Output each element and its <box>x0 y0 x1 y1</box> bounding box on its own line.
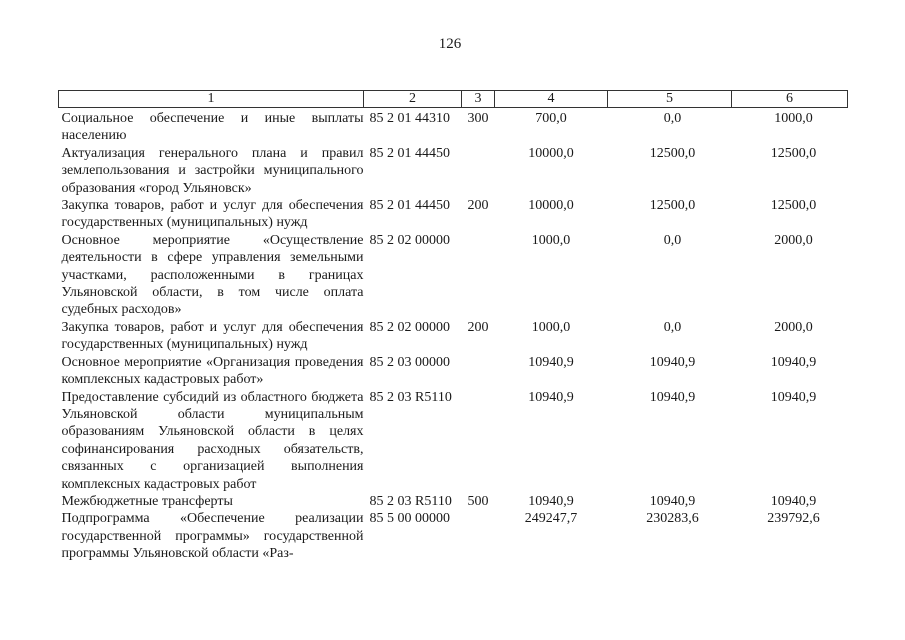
row-value-col5: 12500,0 <box>649 145 696 161</box>
table-row <box>59 389 848 493</box>
row-code: 85 2 01 44310 <box>369 111 450 126</box>
header-row <box>59 91 848 108</box>
row-expense-type <box>462 510 495 562</box>
table-row <box>59 319 848 354</box>
row-expense-type: 200 <box>467 319 489 335</box>
row-value-col5: 10940,9 <box>649 354 696 370</box>
row-code: 85 2 03 R5110 <box>369 493 452 509</box>
header-col-3: 3 <box>462 91 495 108</box>
row-code: 85 2 01 44450 <box>369 198 450 214</box>
row-expense-type <box>462 145 495 197</box>
row-code: 85 2 03 R5110 <box>369 389 452 405</box>
header-col-1: 1 <box>59 91 364 108</box>
row-expense-type: 300 <box>467 111 489 126</box>
row-value-col5: 10940,9 <box>649 493 696 509</box>
row-value-col6: 10940,9 <box>770 389 817 405</box>
row-code: 85 5 00 00000 <box>369 511 450 527</box>
row-expense-type <box>462 354 495 389</box>
header-col-2: 2 <box>364 91 462 108</box>
row-name: Актуализация генерального плана и правил землепользования и застройки муниципального образования «город Ульяновск» <box>61 145 364 196</box>
row-value-col4: 10940,9 <box>528 354 574 370</box>
row-value-col5: 0,0 <box>663 111 682 126</box>
row-name: Предоставление субсидий из областного бюджета Ульяновской области муниципальным образованиям Ульяновской области в целях софинансирования расходных обязательств, связанных с организацией выполнения комплексных кадастровых работ <box>61 389 364 492</box>
table-row <box>59 108 848 145</box>
row-value-col5: 10940,9 <box>649 389 696 405</box>
row-code: 85 2 03 00000 <box>369 354 450 370</box>
row-code: 85 2 02 00000 <box>369 319 450 335</box>
row-value-col4: 700,0 <box>535 111 567 126</box>
row-value-col6: 239792,6 <box>767 511 820 527</box>
row-value-col6: 2000,0 <box>774 232 813 248</box>
table-row <box>59 145 848 197</box>
row-value-col6: 10940,9 <box>770 493 817 509</box>
row-name: Основное мероприятие «Осуществление деятельности в сфере управления земельными участками, расположенными в границах Ульяновской области, в том числе оплата судебных расходов» <box>61 232 364 318</box>
table-row <box>59 510 848 562</box>
row-value-col6: 12500,0 <box>770 198 817 214</box>
row-name: Основное мероприятие «Организация проведения комплексных кадастровых работ» <box>61 354 364 388</box>
page-number: 126 <box>438 36 462 52</box>
row-name: Подпрограмма «Обеспечение реализации государственной программы» государственной программы Ульяновской области «Раз- <box>61 511 364 562</box>
row-expense-type <box>462 232 495 319</box>
table-body <box>59 108 848 563</box>
row-value-col4: 10940,9 <box>528 389 574 405</box>
row-name: Социальное обеспечение и иные выплаты населению <box>61 111 364 144</box>
row-code: 85 2 02 00000 <box>369 232 450 248</box>
row-value-col4: 10000,0 <box>528 145 574 161</box>
row-value-col5: 230283,6 <box>646 511 699 527</box>
row-code: 85 2 01 44450 <box>369 145 450 161</box>
table-row <box>59 493 848 510</box>
row-name: Межбюджетные трансферты <box>61 493 233 509</box>
table-row <box>59 232 848 319</box>
row-value-col6: 2000,0 <box>774 319 813 335</box>
header-col-4: 4 <box>495 91 608 108</box>
row-value-col5: 12500,0 <box>649 198 696 214</box>
row-expense-type <box>462 389 495 493</box>
row-value-col4: 10000,0 <box>528 198 574 214</box>
header-col-6: 6 <box>732 91 848 108</box>
row-value-col6: 1000,0 <box>774 111 813 126</box>
header-col-5: 5 <box>608 91 732 108</box>
row-name: Закупка товаров, работ и услуг для обеспечения государственных (муниципальных) нужд <box>61 198 364 231</box>
row-expense-type: 200 <box>467 198 489 214</box>
row-name: Закупка товаров, работ и услуг для обеспечения государственных (муниципальных) нужд <box>61 319 364 353</box>
table-row <box>59 197 848 232</box>
table-header <box>59 91 848 108</box>
row-value-col4: 10940,9 <box>528 493 574 509</box>
budget-table <box>58 90 848 563</box>
row-value-col6: 10940,9 <box>770 354 817 370</box>
table-row <box>59 354 848 389</box>
row-value-col4: 1000,0 <box>531 232 571 248</box>
row-value-col6: 12500,0 <box>770 145 817 161</box>
row-value-col5: 0,0 <box>663 319 682 335</box>
row-value-col4: 249247,7 <box>524 511 578 527</box>
row-value-col4: 1000,0 <box>531 319 571 335</box>
row-expense-type: 500 <box>467 493 489 509</box>
row-value-col5: 0,0 <box>663 232 682 248</box>
